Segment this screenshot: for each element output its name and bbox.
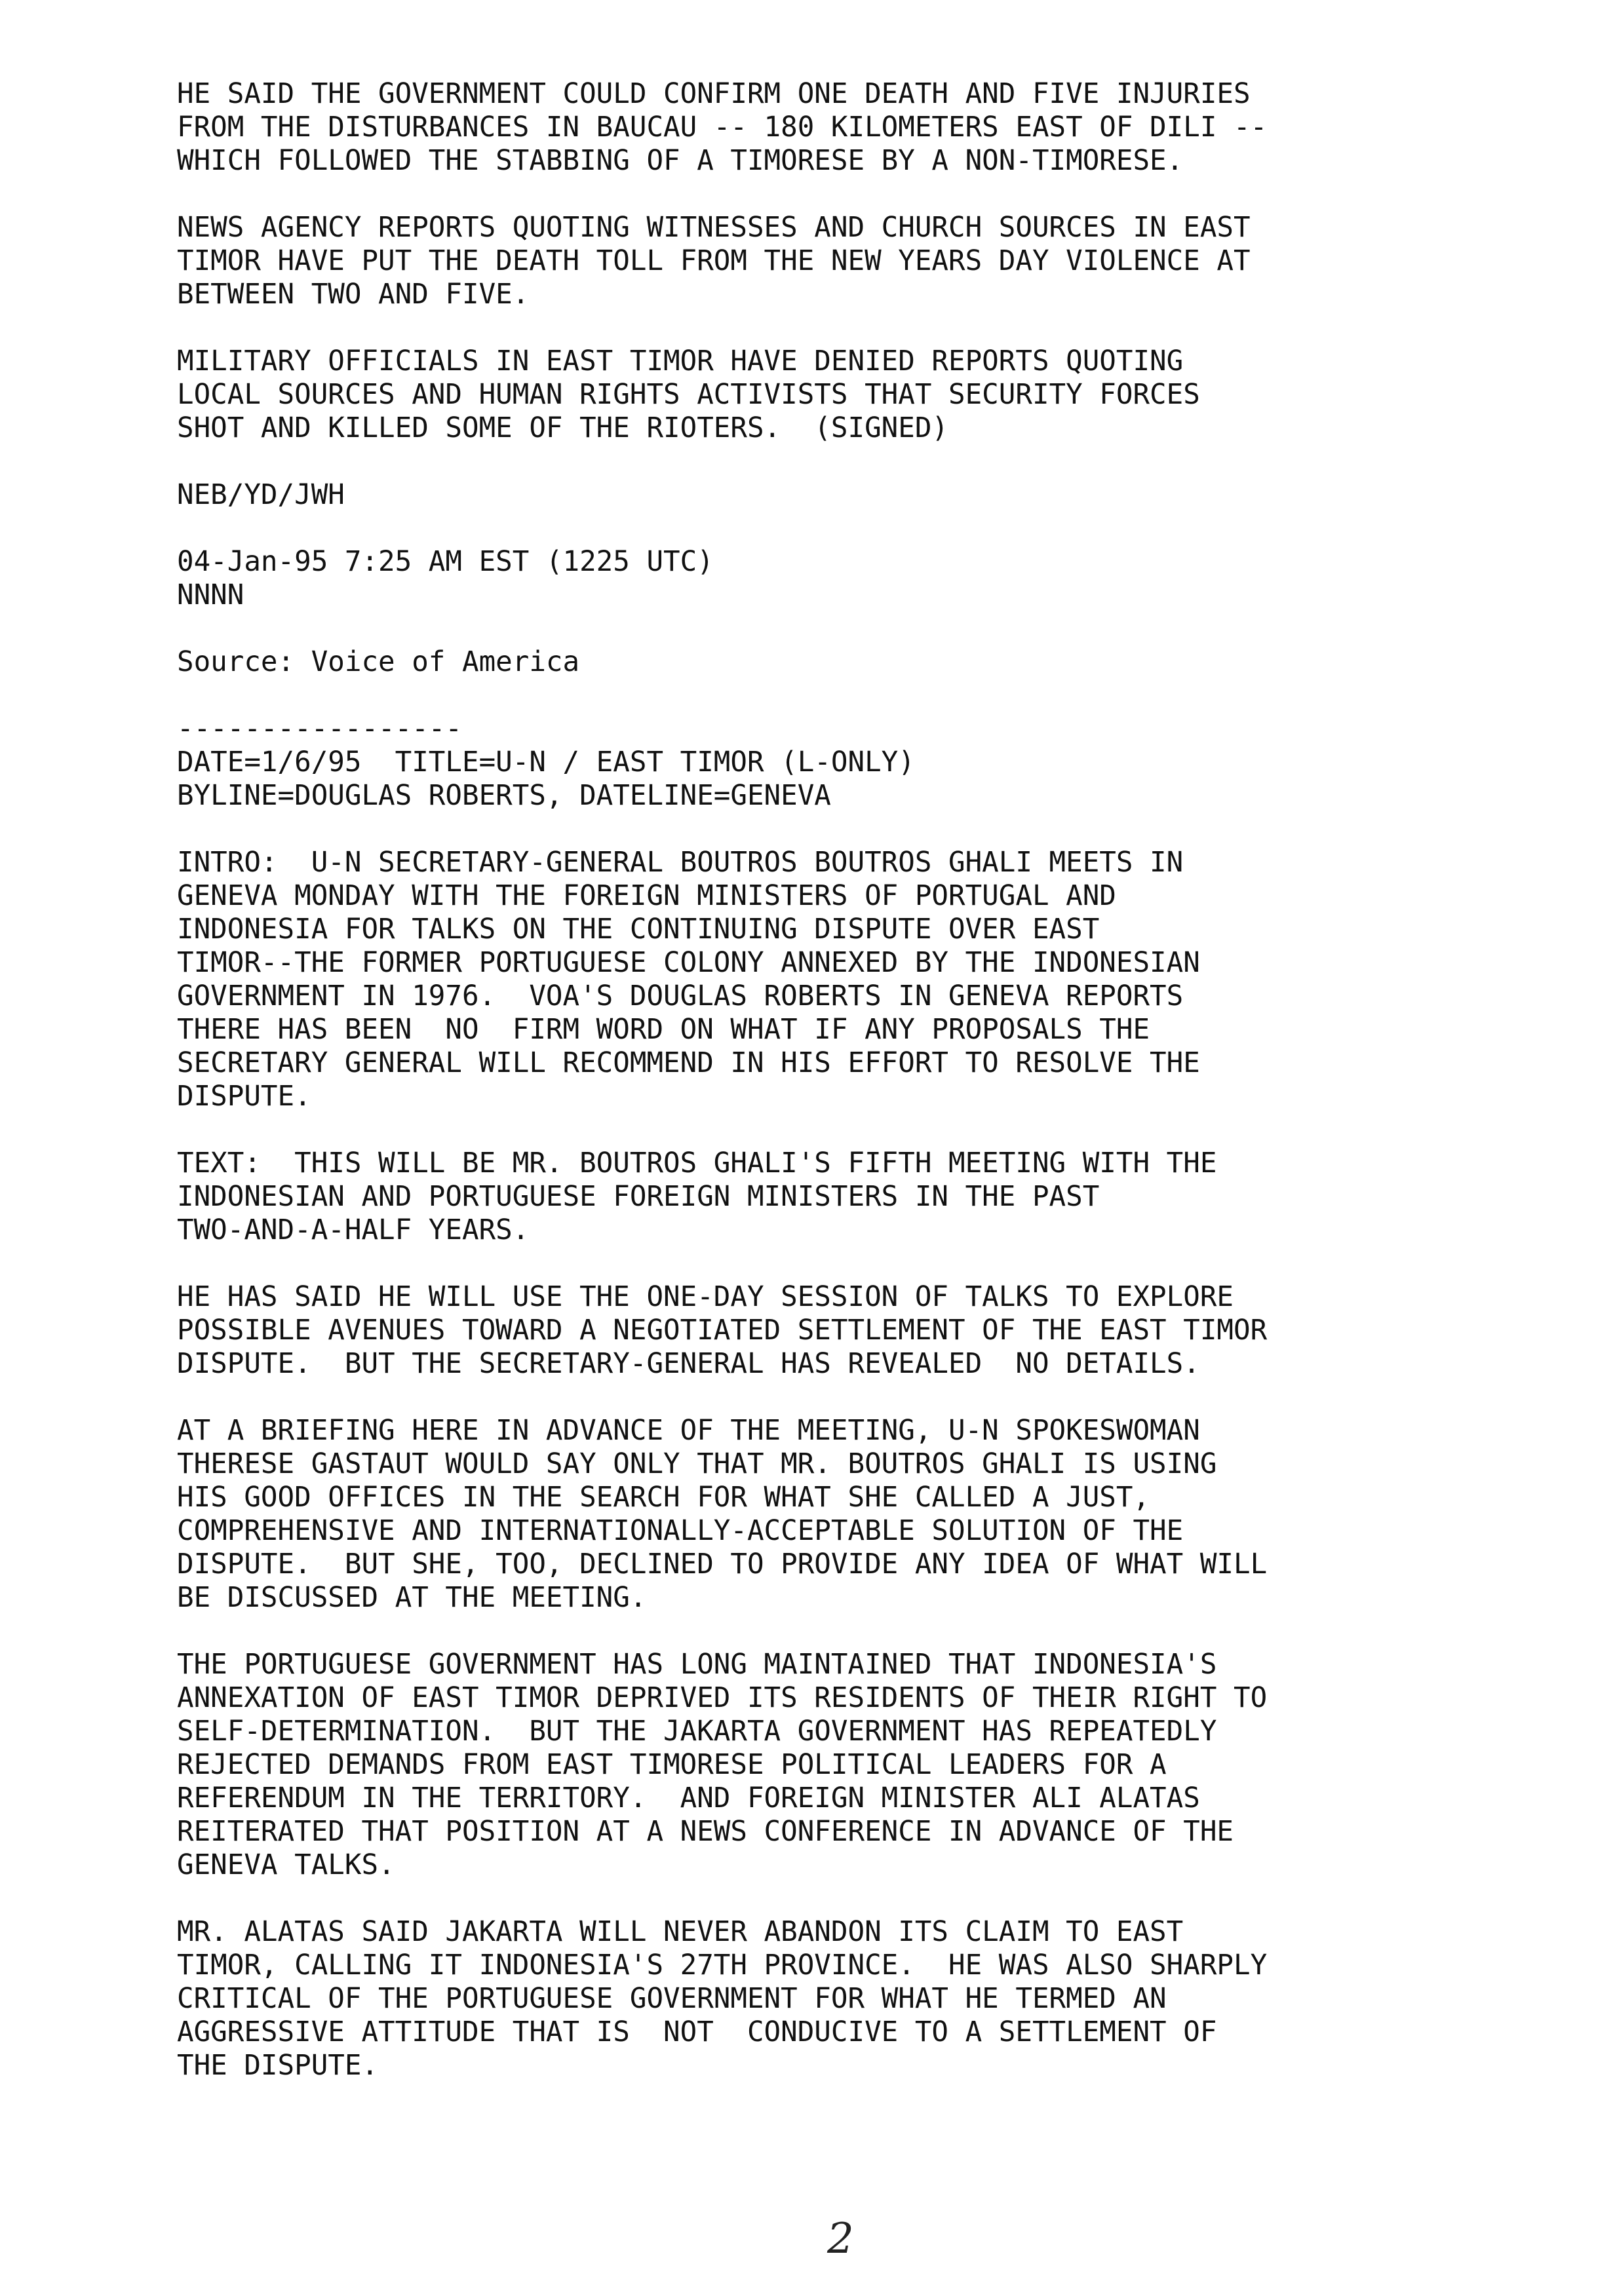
text-line: POSSIBLE AVENUES TOWARD A NEGOTIATED SETTLEMENT OF THE EAST TIMOR (177, 1314, 1268, 1347)
text-line: DISPUTE. BUT THE SECRETARY-GENERAL HAS REVEALED NO DETAILS. (177, 1348, 1200, 1380)
text-line: HIS GOOD OFFICES IN THE SEARCH FOR WHAT SHE CALLED A JUST, (177, 1482, 1150, 1514)
text-line: SECRETARY GENERAL WILL RECOMMEND IN HIS EFFORT TO RESOLVE THE (177, 1047, 1200, 1079)
para-disturbances (177, 77, 1488, 178)
text-line: HE HAS SAID HE WILL USE THE ONE-DAY SESSION OF TALKS TO EXPLORE (177, 1281, 1234, 1313)
text-line: NEB/YD/JWH (177, 479, 345, 511)
text-line: AGGRESSIVE ATTITUDE THAT IS NOT CONDUCIVE TO A SETTLEMENT OF (177, 2016, 1217, 2048)
text-line: WHICH FOLLOWED THE STABBING OF A TIMORESE BY A NON-TIMORESE. (177, 145, 1184, 177)
intro-paragraph (177, 846, 1488, 1113)
text-line: REITERATED THAT POSITION AT A NEWS CONFERENCE IN ADVANCE OF THE (177, 1816, 1234, 1848)
text-line: THE DISPUTE. (177, 2050, 379, 2082)
text-line: TIMOR--THE FORMER PORTUGUESE COLONY ANNEXED BY THE INDONESIAN (177, 947, 1200, 979)
text-line: INTRO: U-N SECRETARY-GENERAL BOUTROS BOUTROS GHALI MEETS IN (177, 847, 1184, 879)
text-line: MILITARY OFFICIALS IN EAST TIMOR HAVE DENIED REPORTS QUOTING (177, 345, 1184, 377)
text-line: THERE HAS BEEN NO FIRM WORD ON WHAT IF ANY PROPOSALS THE (177, 1014, 1150, 1046)
text-line: BETWEEN TWO AND FIVE. (177, 278, 530, 311)
para-portuguese-government (177, 1648, 1488, 1882)
page-number: 2 (827, 2215, 854, 2263)
text-line: REFERENDUM IN THE TERRITORY. AND FOREIGN MINISTER ALI ALATAS (177, 1782, 1200, 1814)
document-page (177, 77, 1488, 2116)
text-line: DISPUTE. (177, 1081, 311, 1113)
text-line: COMPREHENSIVE AND INTERNATIONALLY-ACCEPTABLE SOLUTION OF THE (177, 1515, 1184, 1547)
text-line: GENEVA TALKS. (177, 1849, 395, 1881)
text-line: AT A BRIEFING HERE IN ADVANCE OF THE MEETING, U-N SPOKESWOMAN (177, 1415, 1200, 1447)
text-line: INDONESIAN AND PORTUGUESE FOREIGN MINISTERS IN THE PAST (177, 1181, 1100, 1213)
text-line: FROM THE DISTURBANCES IN BAUCAU -- 180 KILOMETERS EAST OF DILI -- (177, 111, 1268, 144)
timestamp-block (177, 545, 1488, 612)
text-line: THERESE GASTAUT WOULD SAY ONLY THAT MR. BOUTROS GHALI IS USING (177, 1448, 1217, 1480)
para-briefing (177, 1414, 1488, 1615)
text-line: BE DISCUSSED AT THE MEETING. (177, 1582, 647, 1614)
text-line: CRITICAL OF THE PORTUGUESE GOVERNMENT FOR WHAT HE TERMED AN (177, 1983, 1167, 2015)
text-line: NNNN (177, 579, 244, 611)
text-line: MR. ALATAS SAID JAKARTA WILL NEVER ABANDON ITS CLAIM TO EAST (177, 1916, 1184, 1948)
para-alatas (177, 1915, 1488, 2082)
text-line: TIMOR, CALLING IT INDONESIA'S 27TH PROVINCE. HE WAS ALSO SHARPLY (177, 1949, 1268, 1981)
text-line: BYLINE=DOUGLAS ROBERTS, DATELINE=GENEVA (177, 780, 831, 812)
text-line: Source: Voice of America (177, 646, 580, 678)
source-line (177, 645, 1488, 679)
text-line: SHOT AND KILLED SOME OF THE RIOTERS. (SIGNED) (177, 412, 949, 444)
text-line: GENEVA MONDAY WITH THE FOREIGN MINISTERS OF PORTUGAL AND (177, 880, 1116, 912)
text-line: THE PORTUGUESE GOVERNMENT HAS LONG MAINTAINED THAT INDONESIA'S (177, 1649, 1217, 1681)
text-line: TIMOR HAVE PUT THE DEATH TOLL FROM THE NEW YEARS DAY VIOLENCE AT (177, 245, 1251, 277)
para-one-day-session (177, 1280, 1488, 1381)
text-line: GOVERNMENT IN 1976. VOA'S DOUGLAS ROBERTS IN GENEVA REPORTS (177, 980, 1184, 1012)
text-line: 04-Jan-95 7:25 AM EST (1225 UTC) (177, 546, 714, 578)
editor-initials (177, 478, 1488, 512)
text-line: NEWS AGENCY REPORTS QUOTING WITNESSES AND CHURCH SOURCES IN EAST (177, 212, 1251, 244)
text-line: DATE=1/6/95 TITLE=U-N / EAST TIMOR (L-ONLY) (177, 746, 915, 778)
para-death-toll (177, 211, 1488, 311)
text-line: HE SAID THE GOVERNMENT COULD CONFIRM ONE DEATH AND FIVE INJURIES (177, 78, 1251, 110)
story-header (177, 712, 1488, 813)
text-paragraph-fifth-meeting (177, 1147, 1488, 1247)
text-line: ----------------- (177, 713, 462, 745)
para-military-denial (177, 345, 1488, 445)
text-line: DISPUTE. BUT SHE, TOO, DECLINED TO PROVIDE ANY IDEA OF WHAT WILL (177, 1548, 1268, 1580)
text-line: LOCAL SOURCES AND HUMAN RIGHTS ACTIVISTS THAT SECURITY FORCES (177, 379, 1200, 411)
text-line: TWO-AND-A-HALF YEARS. (177, 1214, 530, 1246)
text-line: INDONESIA FOR TALKS ON THE CONTINUING DISPUTE OVER EAST (177, 913, 1100, 946)
text-line: TEXT: THIS WILL BE MR. BOUTROS GHALI'S FIFTH MEETING WITH THE (177, 1147, 1217, 1179)
text-line: SELF-DETERMINATION. BUT THE JAKARTA GOVERNMENT HAS REPEATEDLY (177, 1715, 1217, 1748)
text-line: ANNEXATION OF EAST TIMOR DEPRIVED ITS RESIDENTS OF THEIR RIGHT TO (177, 1682, 1268, 1714)
text-line: REJECTED DEMANDS FROM EAST TIMORESE POLITICAL LEADERS FOR A (177, 1749, 1167, 1781)
